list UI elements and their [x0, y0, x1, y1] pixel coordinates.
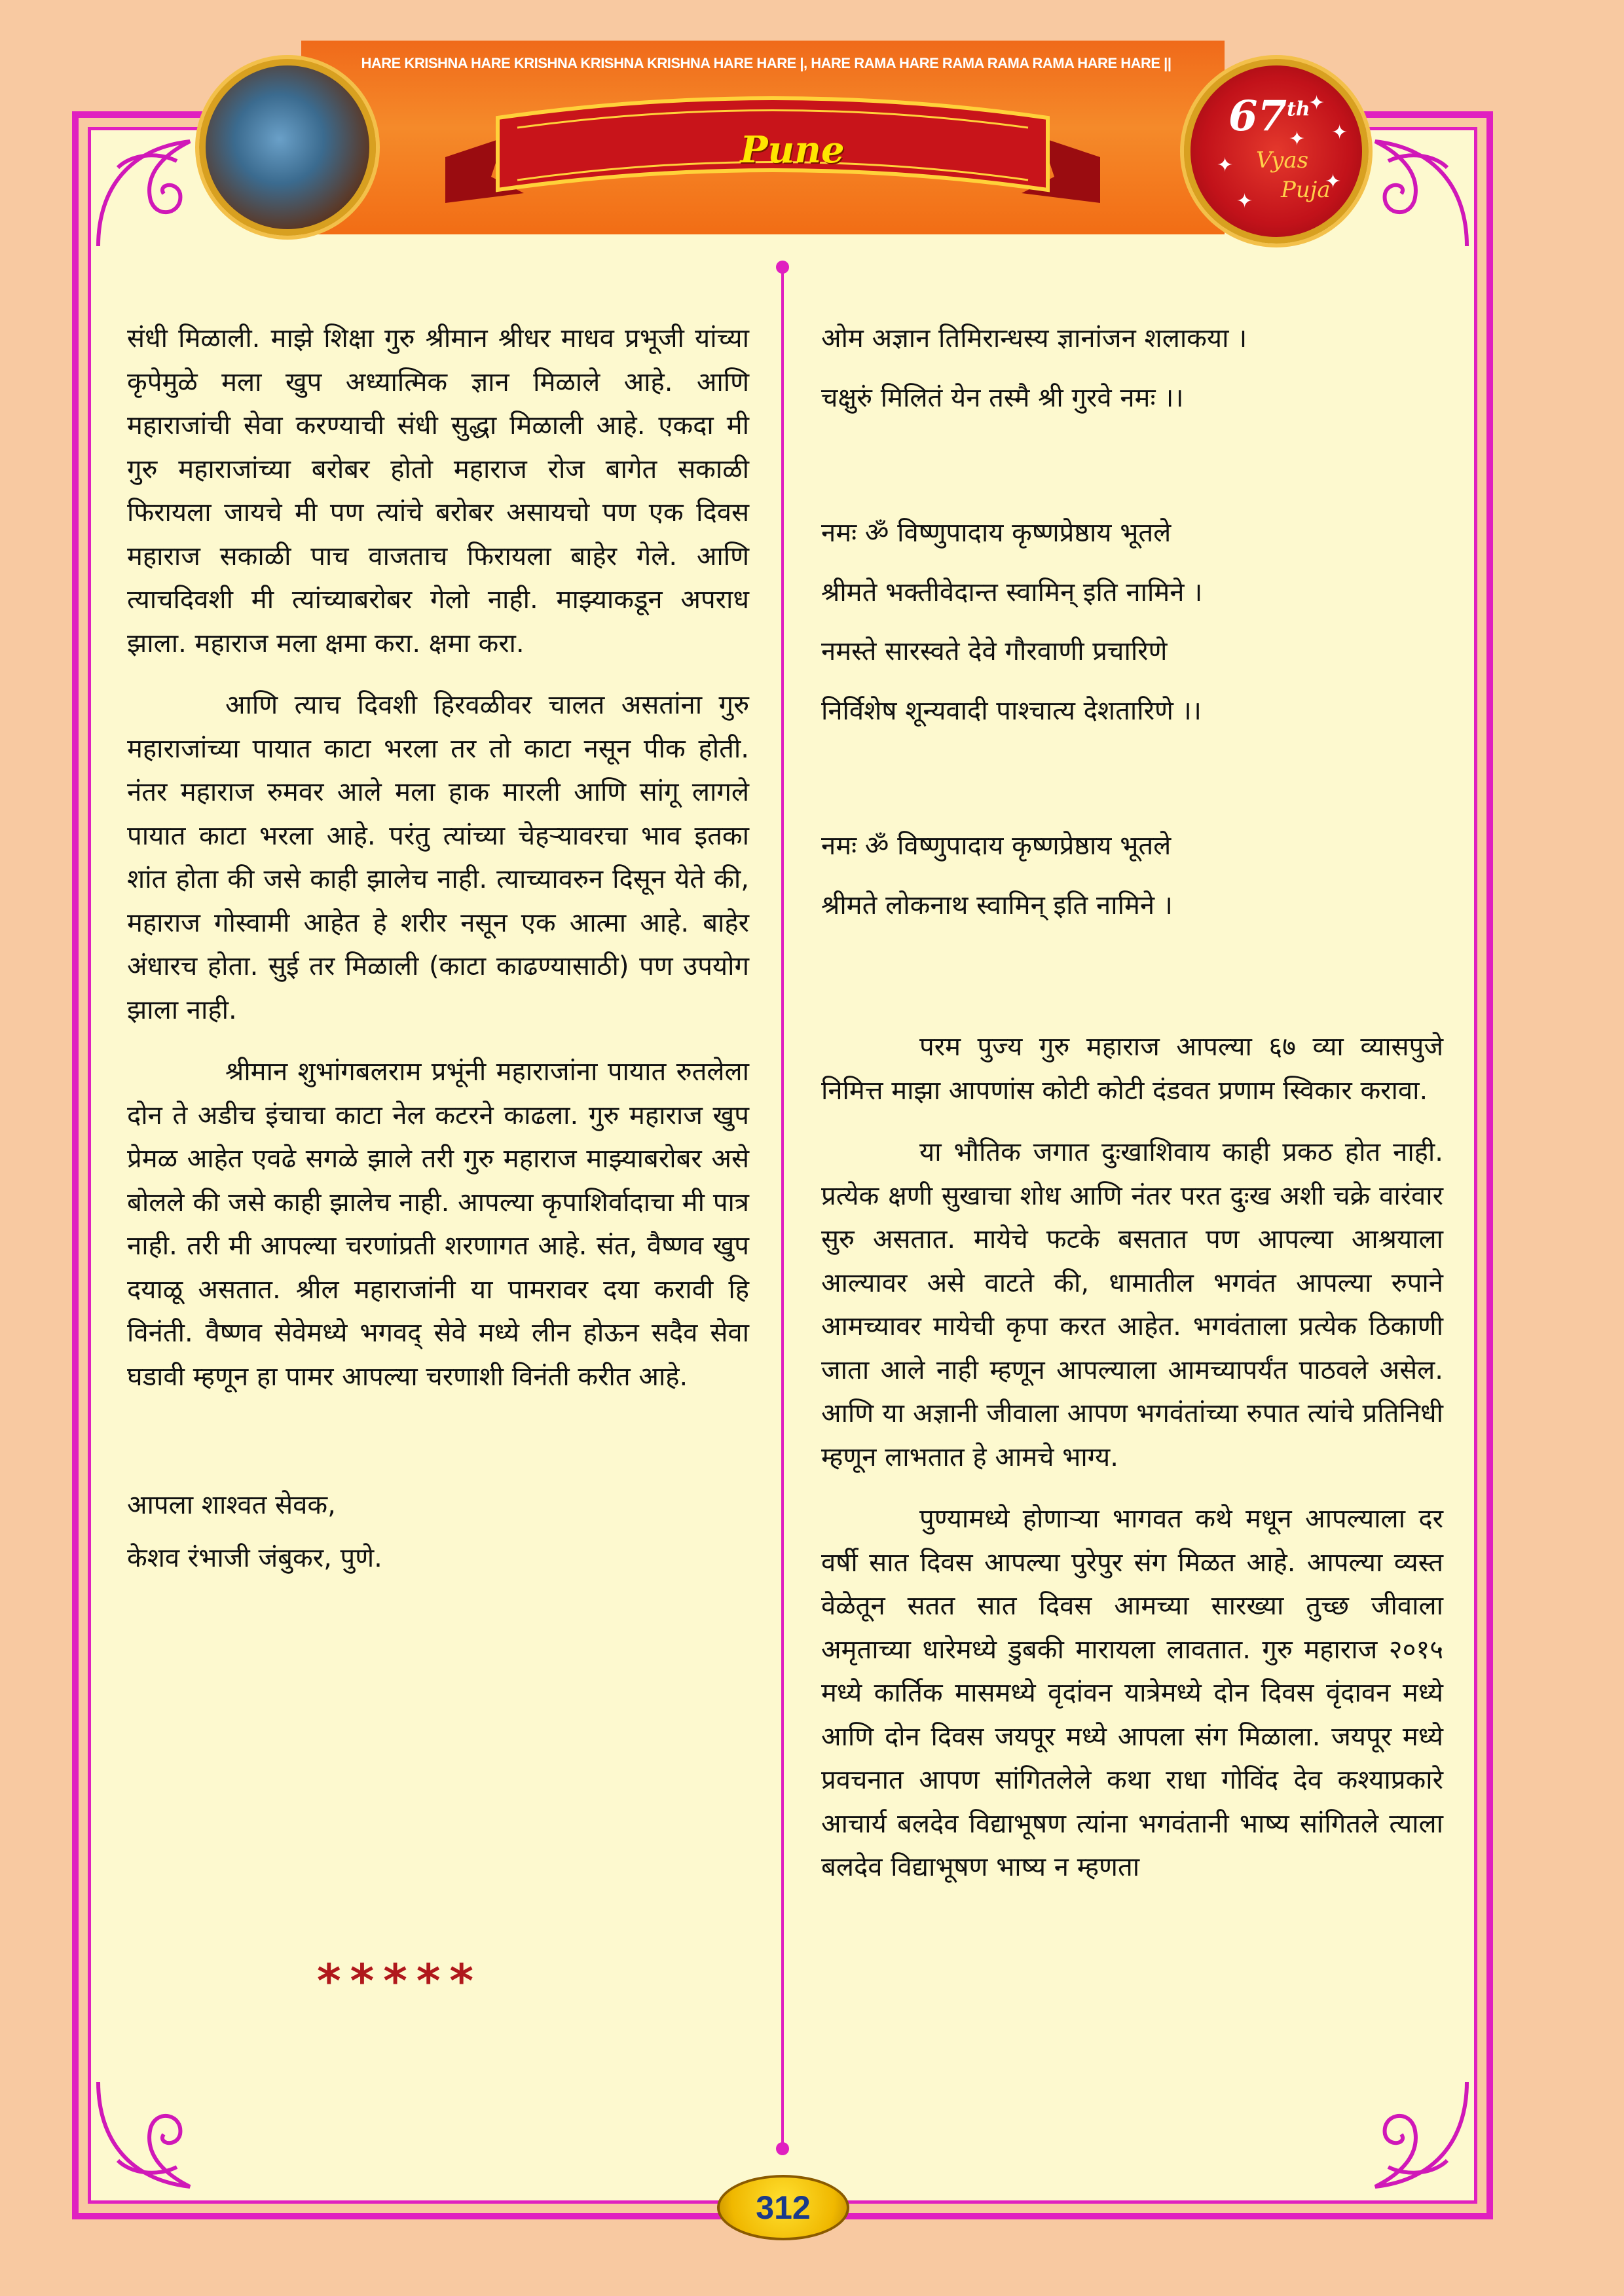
left-paragraph-3: श्रीमान शुभांगबलराम प्रभूंनी महाराजांना पायात रुतलेला दोन ते अडीच इंचाचा काटा नेल कटरने काढला. गुरु महाराज खुप प्रेमळ आहेत एवढे सगळे झाले तरी गुरु महाराज माझ्याबरोबर असे बोलले की जसे काही झालेच नाही. आपल्या कृपाशिर्वादाचा मी पात्र नाही. तरी मी आपल्या चरणांप्रती शरणागत आहे. संत, वैष्णव खुप दयाळू असतात. श्रील महाराजांनी या पामरावर दया करावी हि विनंती. वैष्णव सेवेमध्ये भगवद् सेवे मध्ये लीन होऊन सदैव सेवा घडावी म्हणून हा पामर आपल्या चरणाशी विनंती करीत आहे.: [127, 1057, 749, 1392]
star-icon: ✦: [1325, 170, 1342, 193]
verse-line: नमः ॐ विष्णुपादाय कृष्णप्रेष्ठाय भूतले: [821, 831, 1172, 861]
left-paragraph-2: आणि त्याच दिवशी हिरवळीवर चालत असतांना गुरु महाराजांच्या पायात काटा भरला तर तो काटा नसून पीक होती. नंतर महाराज रुमवर आले मला हाक मारली आणि सांगू लागले पायात काटा भरला आहे. परंतु त्यांच्या चेहऱ्यावरचा भाव इतका शांत होता की जसे काही झालेच नाही. त्याच्यावरुन दिसून येते की, महाराज गोस्वामी आहेत हे शरीर नसून एक आत्मा आहे. बाहेर अंधारच होता. सुई तर मिळाली (काटा काढण्यासाठी) पण उपयोग झाला नाही.: [127, 690, 749, 1025]
city-title: Pune: [740, 128, 845, 172]
verse-line: नमः ॐ विष्णुपादाय कृष्णप्रेष्ठाय भूतले: [821, 518, 1172, 548]
star-icon: ✦: [1217, 154, 1234, 177]
verse-line: निर्विशेष शून्यवादी पाश्चात्य देशतारिणे ।।: [821, 695, 1202, 726]
left-column: [127, 317, 749, 1580]
star-icon: ✦: [1331, 121, 1348, 144]
decorative-stars: *****: [317, 1954, 483, 2008]
star-icon: ✦: [1236, 190, 1253, 213]
signoff-line-1: आपला शाश्वत सेवक,: [127, 1490, 336, 1520]
badge-number: 67: [1228, 92, 1287, 141]
verse-line: चक्षुरुं मिलितं येन तस्मै श्री गुरवे नमः ।।: [821, 382, 1184, 413]
right-paragraph-3: पुण्यामध्ये होणाऱ्या भागवत कथे मधून आपल्याला दर वर्षी सात दिवस आपल्या पुरेपुर संग मिळत आहे. आपल्या व्यस्त वेळेतून सतत सात दिवस आमच्या सारख्या तुच्छ जीवाला अमृताच्या धारेमध्ये डुबकी मारायला लावतात. गुरु महाराज २०१५ मध्ये कार्तिक मासमध्ये वृदांवन यात्रेमध्ये दोन दिवस वृंदावन मध्ये आणि दोन दिवस जयपूर मध्ये आपला संग मिळाला. जयपूर मध्ये प्रवचनात आपण सांगितलेले कथा राधा गोविंद देव कश्याप्रकारे आचार्य बलदेव विद्याभूषण त्यांना भगवंतानी भाष्य सांगितले त्याला बलदेव विद्याभूषण भाष्य न म्हणता: [821, 1504, 1443, 1882]
signoff-line-2: केशव रंभाजी जंबुकर, पुणे.: [127, 1542, 382, 1573]
verse-line: श्रीमते लोकनाथ स्वामिन् इति नामिने ।: [821, 890, 1173, 920]
verse-line: नमस्ते सारस्वते देवे गौरवाणी प्रचारिणे: [821, 636, 1168, 666]
column-divider: [781, 266, 784, 2149]
badge-suffix: th: [1287, 98, 1310, 121]
header-chant: HARE KRISHNA HARE KRISHNA KRISHNA KRISHNA HARE HARE |, HARE RAMA HARE RAMA RAMA RAMA HARE HARE ||: [361, 55, 1172, 71]
corner-ornament-bottom-left: [92, 2075, 236, 2200]
left-paragraph-1: संधी मिळाली. माझे शिक्षा गुरु श्रीमान श्रीधर माधव प्रभूजी यांच्या कृपेमुळे मला खुप अध्यात्मिक ज्ञान मिळाले आहे. आणि महाराजांची सेवा करण्याची संधी सुद्धा मिळाली आहे. एकदा मी गुरु महाराजांच्या बरोबर होतो महाराज रोज बागेत सकाळी फिरायला जायचे मी पण त्यांचे बरोबर असायचो पण एक दिवस महाराज सकाळी पाच वाजताच फिरायला बाहेर गेले. आणि त्याचदिवशी मी त्यांच्याबरोबर गेलो नाही. माझ्याकडून अपराध झाला. महाराज मला क्षमा करा. क्षमा करा.: [127, 323, 749, 659]
right-column: [821, 317, 1443, 1889]
star-icon: ✦: [1289, 128, 1306, 151]
corner-ornament-bottom-right: [1329, 2075, 1473, 2200]
page-number: 312: [717, 2175, 849, 2240]
verse-block-3: [821, 824, 1443, 927]
badge-puja: Puja: [1281, 177, 1331, 203]
verse-line: ओम अज्ञान तिमिरान्धस्य ज्ञानांजन शलाकया ।: [821, 323, 1247, 354]
star-icon: ✦: [1308, 92, 1325, 115]
right-paragraph-1: परम पुज्य गुरु महाराज आपल्या ६७ व्या व्यासपुजे निमित्त माझा आपणांस कोटी कोटी दंडवत प्रणाम स्विकार करावा.: [821, 1032, 1443, 1106]
verse-block-2: [821, 511, 1443, 733]
divider-dot-top: [776, 261, 789, 274]
deity-photo: [199, 59, 376, 236]
badge-vyas: Vyas: [1256, 147, 1309, 173]
vyas-puja-badge: [1184, 59, 1369, 244]
verse-line: श्रीमते भक्तीवेदान्त स्वामिन् इति नामिने ।: [821, 577, 1203, 608]
divider-dot-bottom: [776, 2142, 789, 2155]
right-paragraph-2: या भौतिक जगात दुःखाशिवाय काही प्रकठ होत नाही. प्रत्येक क्षणी सुखाचा शोध आणि नंतर परत दुःख अशी चक्रे वारंवार सुरु असतात. मायेचे फटके बसतात पण आपल्या आश्रयाला आल्यावर असे वाटते की, धामातील भगवंत आपल्या रुपाने आमच्यावर मायेची कृपा करत आहेत. भगवंताला प्रत्येक ठिकाणी जाता आले नाही म्हणून आपल्याला आमच्यापर्यंत पाठवले असेल. आणि या अज्ञानी जीवाला आपण भगवंतांच्या रुपात त्यांचे प्रतिनिधी म्हणून लाभतात हे आमचे भाग्य.: [821, 1137, 1443, 1472]
verse-block-1: [821, 317, 1443, 420]
